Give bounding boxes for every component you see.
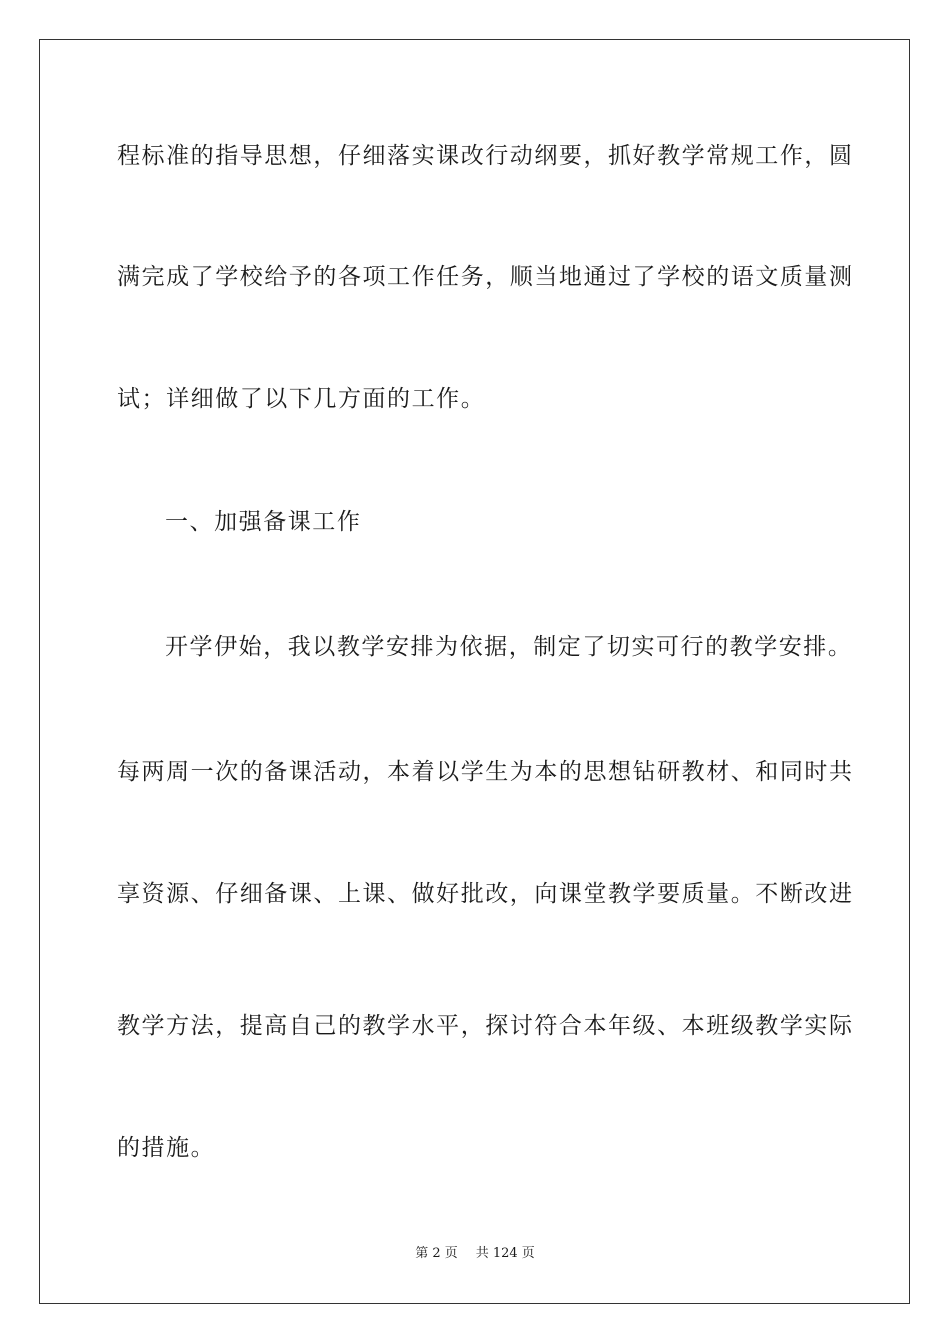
section-heading: 一、加强备课工作 xyxy=(165,509,362,535)
total-pages: 共 124 页 xyxy=(475,1246,535,1261)
page-number: 第 2 页 xyxy=(415,1246,458,1261)
body-text-line: 每两周一次的备课活动，本着以学生为本的思想钻研教材、和同时共 xyxy=(117,759,854,785)
body-text-line: 满完成了学校给予的各项工作任务，顺当地通过了学校的语文质量测 xyxy=(117,264,854,290)
body-text-line: 享资源、仔细备课、上课、做好批改，向课堂教学要质量。不断改进 xyxy=(117,881,854,907)
page-footer xyxy=(0,1245,950,1263)
body-text-line: 教学方法，提高自己的教学水平，探讨符合本年级、本班级教学实际 xyxy=(117,1013,854,1039)
page-border xyxy=(39,39,910,1304)
body-text-line: 试；详细做了以下几方面的工作。 xyxy=(117,386,486,412)
body-text-line: 的措施。 xyxy=(117,1135,216,1161)
body-text-line: 开学伊始，我以教学安排为依据，制定了切实可行的教学安排。 xyxy=(165,634,853,660)
body-text-line: 程标准的指导思想，仔细落实课改行动纲要，抓好教学常规工作，圆 xyxy=(117,143,854,169)
